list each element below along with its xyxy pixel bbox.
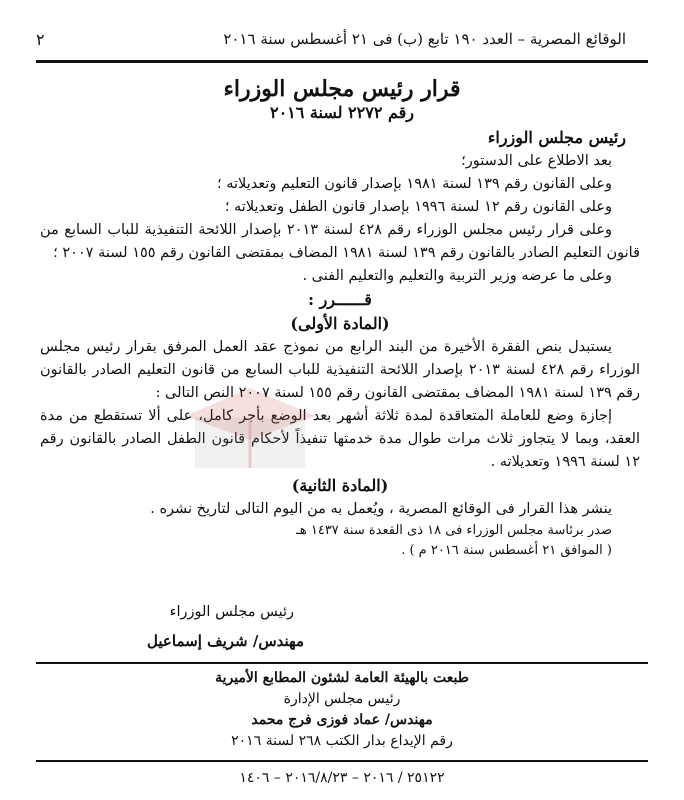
signature-name: مهندس/ شريف إسماعيل <box>147 632 304 650</box>
article-2-text: ينشر هذا القرار فى الوقائع المصرية ، ويُعمل به من اليوم التالى لتاريخ نشره . <box>150 501 612 517</box>
article-1-heading: (المادة الأولى) <box>290 314 390 333</box>
decree-author: رئيس مجلس الوزراء <box>487 128 626 147</box>
decree-body <box>40 150 640 561</box>
board-head: رئيس مجلس الإدارة <box>283 691 401 707</box>
issued-line: صدر برئاسة مجلس الوزراء فى ١٨ ذى القعدة سنة ١٤٣٧ هـ <box>296 523 612 538</box>
board-name: مهندس/ عماد فوزى فرج محمد <box>251 712 433 728</box>
book-watermark-icon <box>175 380 325 480</box>
decree-number: رقم ٢٢٧٢ لسنة ٢٠١٦ <box>269 103 415 122</box>
issued-line: ( الموافق ٢١ أغسطس سنة ٢٠١٦ م ) . <box>401 543 612 558</box>
watermark-logo <box>175 380 325 480</box>
gazette-header <box>36 30 626 48</box>
preamble-line: بعد الاطلاع على الدستور؛ <box>461 153 612 169</box>
footer-rule-2 <box>36 760 648 762</box>
decree-title: قرار رئيس مجلس الوزراء <box>223 76 461 102</box>
preamble-line: وعلى قرار رئيس مجلس الوزراء رقم ٤٢٨ لسنة ٢٠١٣ بإصدار اللائحة التنفيذية للباب السابع من قانون التعليم الصادر بالقانون رقم ١٣٩ لسنة ١٩٨١ المضاف بمقتضى القانون رقم ١٥٥ لسنة ٢٠٠٧ ؛ <box>40 222 640 261</box>
article-2-heading: (المادة الثانية) <box>291 476 389 495</box>
article-1-paragraph: إجازة وضع للعاملة المتعاقدة لمدة ثلاثة أشهر بعد الوضع بأجر كامل، على ألا تستقطع من مدة العقد، وبما لا يتجاوز ثلاث مرات طوال مدة خدمتها تنفيذاً لأحكام قانون الطفل الصادر بالقانون رقم ١٢ لسنة ١٩٩٦ وتعديلاته . <box>40 408 640 470</box>
header-rule <box>36 60 648 63</box>
preamble-line: وعلى ما عرضه وزير التربية والتعليم والتعليم الفنى . <box>302 268 612 284</box>
deposit-number: رقم الإيداع بدار الكتب ٢٦٨ لسنة ٢٠١٦ <box>231 733 453 749</box>
signature-role: رئيس مجلس الوزراء <box>169 604 294 620</box>
print-code: ٢٥١٢٢ / ٢٠١٦ – ٢٠١٦/٨/٢٣ – ١٤٠٦ <box>239 770 445 786</box>
printed-by: طبعت بالهيئة العامة لشئون المطابع الأميرية <box>215 670 469 686</box>
header-text: الوقائع المصرية – العدد ١٩٠ تابع (ب) فى ٢١ أغسطس سنة ٢٠١٦ <box>223 30 626 48</box>
printer-footer <box>0 668 684 752</box>
decided-heading: قــــــرر : <box>308 290 372 309</box>
preamble-line: وعلى القانون رقم ١٣٩ لسنة ١٩٨١ بإصدار قانون التعليم وتعديلاته ؛ <box>217 176 612 192</box>
page-number: ٢ <box>36 30 45 49</box>
footer-rule <box>36 662 648 664</box>
preamble-line: وعلى القانون رقم ١٢ لسنة ١٩٩٦ بإصدار قانون الطفل وتعديلاته ؛ <box>224 199 612 215</box>
article-1-paragraph: يستبدل بنص الفقرة الأخيرة من البند الرابع من نموذج عقد العمل المرفق بقرار رئيس مجلس الوزراء رقم ٤٢٨ لسنة ٢٠١٣ بإصدار اللائحة التنفيذية للباب السابع من قانون التعليم الصادر بالقانون رقم ١٣٩ لسنة ١٩٨١ المضاف بمقتضى القانون رقم ١٥٥ لسنة ٢٠٠٧ النص التالى : <box>40 339 640 401</box>
